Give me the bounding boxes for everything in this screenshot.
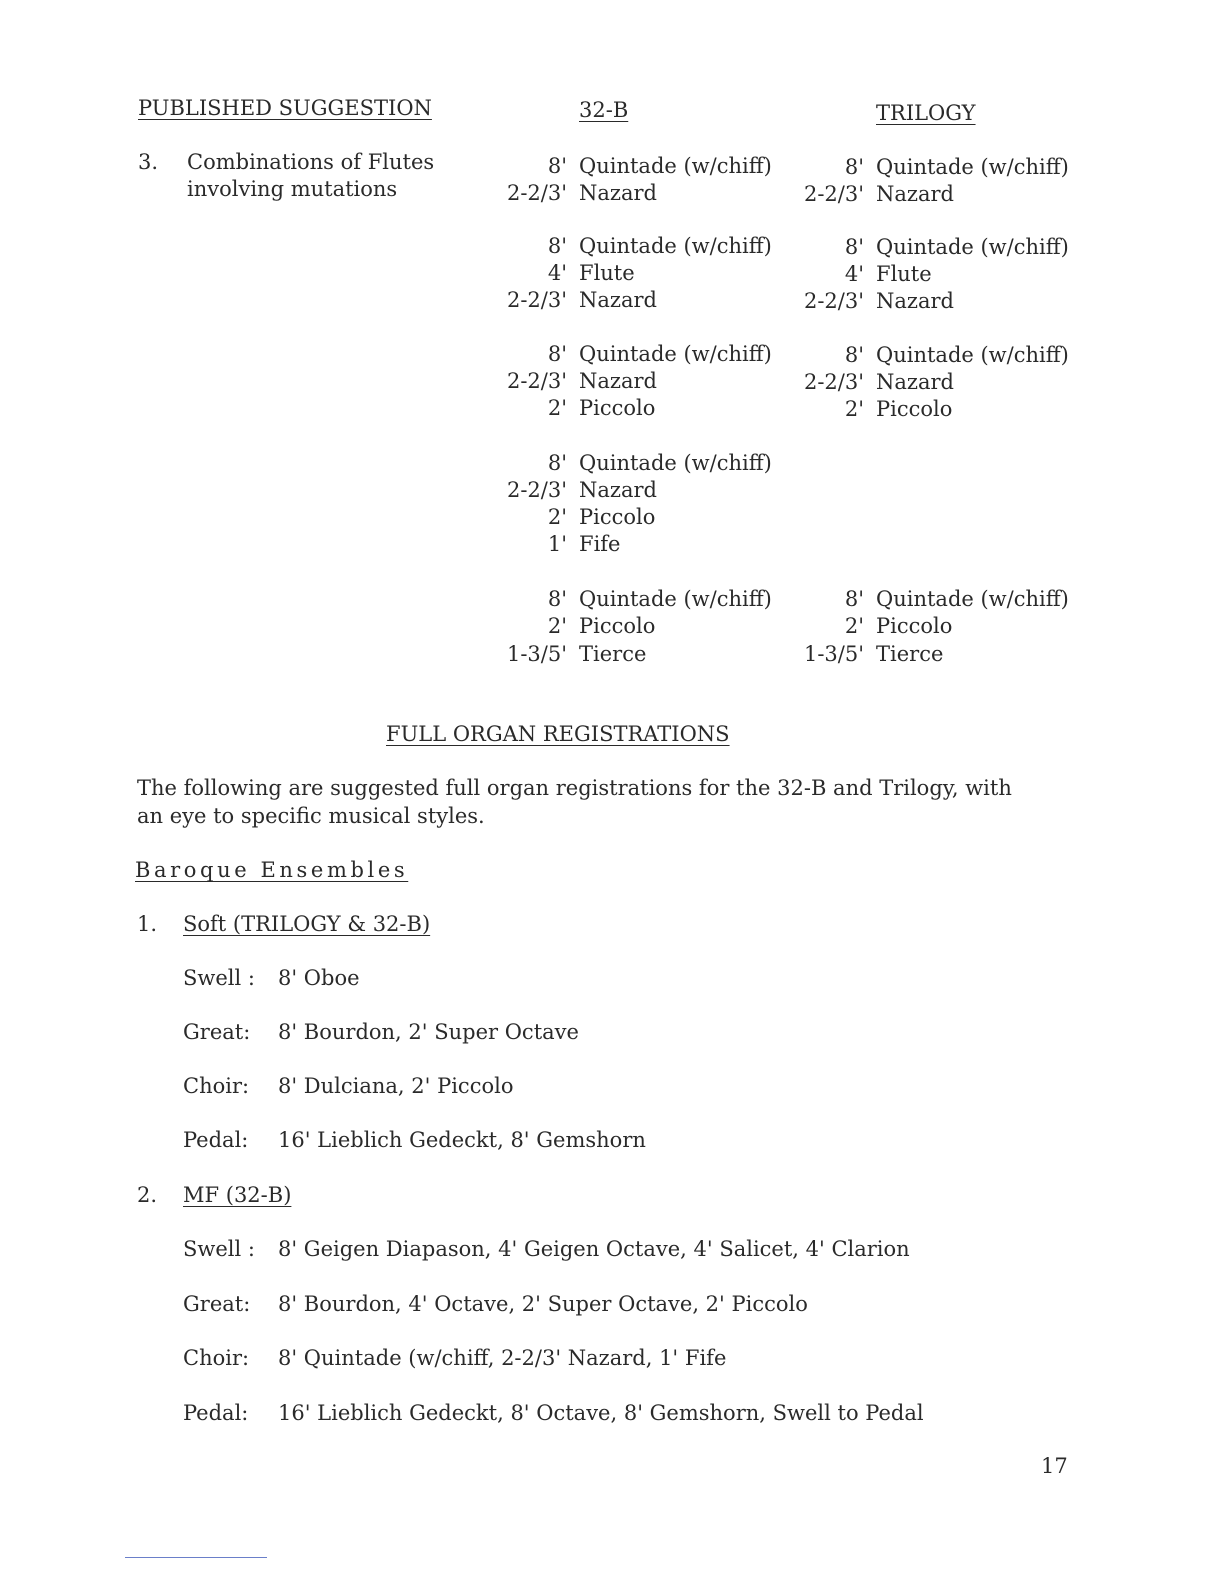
- stop-footage: 2': [547, 614, 567, 638]
- stop-footage: 8': [844, 343, 864, 367]
- bottom-rule: [125, 1557, 267, 1558]
- stop-name: Quintade (w/chiff): [579, 451, 772, 475]
- stop-name: Quintade (w/chiff): [579, 342, 772, 366]
- stop-footage: 2-2/3': [803, 289, 864, 313]
- stop-name: Nazard: [876, 370, 954, 394]
- stop-footage: 2': [844, 397, 864, 421]
- row-value: 8' Dulciana, 2' Piccolo: [278, 1074, 514, 1098]
- row-label: Pedal:: [183, 1401, 249, 1425]
- item3-line1: Combinations of Flutes: [187, 150, 435, 174]
- row-value: 8' Oboe: [278, 966, 360, 990]
- stop-footage: 2': [844, 614, 864, 638]
- stop-footage: 2-2/3': [506, 369, 567, 393]
- stop-footage: 4': [844, 262, 864, 286]
- stop-footage: 2': [547, 505, 567, 529]
- stop-footage: 1-3/5': [506, 642, 567, 666]
- stop-name: Nazard: [579, 478, 657, 502]
- row-label: Great:: [183, 1292, 251, 1316]
- row-value: 8' Quintade (w/chiff, 2-2/3' Nazard, 1' Fife: [278, 1346, 727, 1370]
- stop-footage: 2-2/3': [506, 478, 567, 502]
- stop-name: Quintade (w/chiff): [876, 343, 1069, 367]
- row-value: 16' Lieblich Gedeckt, 8' Gemshorn: [278, 1128, 646, 1152]
- stop-footage: 8': [844, 155, 864, 179]
- stop-name: Flute: [876, 262, 932, 286]
- item1-number: 1.: [137, 912, 158, 936]
- stop-name: Nazard: [876, 182, 954, 206]
- stop-name: Piccolo: [579, 396, 656, 420]
- row-label: Pedal:: [183, 1128, 249, 1152]
- stop-footage: 8': [547, 342, 567, 366]
- stop-footage: 8': [547, 587, 567, 611]
- stop-name: Quintade (w/chiff): [579, 587, 772, 611]
- page-number: 17: [1041, 1454, 1068, 1478]
- stop-name: Quintade (w/chiff): [579, 154, 772, 178]
- item3-line2: involving mutations: [187, 177, 398, 201]
- stop-name: Nazard: [876, 289, 954, 313]
- stop-name: Tierce: [579, 642, 647, 666]
- item2-number: 2.: [137, 1183, 158, 1207]
- row-label: Swell :: [183, 966, 255, 990]
- header-32b: 32-B: [579, 98, 629, 122]
- item1-title: Soft (TRILOGY & 32-B): [183, 912, 431, 936]
- stop-footage: 8': [844, 235, 864, 259]
- header-trilogy: TRILOGY: [876, 101, 976, 125]
- stop-name: Quintade (w/chiff): [876, 587, 1069, 611]
- row-label: Choir:: [183, 1346, 250, 1370]
- stop-footage: 2-2/3': [803, 182, 864, 206]
- stop-footage: 1': [547, 532, 567, 556]
- intro-line-1: The following are suggested full organ registrations for the 32-B and Trilogy, with: [137, 776, 1012, 800]
- stop-name: Nazard: [579, 369, 657, 393]
- stop-footage: 2-2/3': [803, 370, 864, 394]
- stop-name: Quintade (w/chiff): [579, 234, 772, 258]
- row-label: Swell :: [183, 1237, 255, 1261]
- row-value: 8' Bourdon, 2' Super Octave: [278, 1020, 579, 1044]
- stop-name: Piccolo: [876, 614, 953, 638]
- row-value: 8' Geigen Diapason, 4' Geigen Octave, 4' Salicet, 4' Clarion: [278, 1237, 910, 1261]
- row-value: 8' Bourdon, 4' Octave, 2' Super Octave, 2' Piccolo: [278, 1292, 808, 1316]
- stop-footage: 8': [547, 154, 567, 178]
- stop-name: Fife: [579, 532, 621, 556]
- row-label: Choir:: [183, 1074, 250, 1098]
- stop-footage: 8': [844, 587, 864, 611]
- full-organ-title: FULL ORGAN REGISTRATIONS: [386, 722, 730, 746]
- stop-name: Quintade (w/chiff): [876, 155, 1069, 179]
- row-value: 16' Lieblich Gedeckt, 8' Octave, 8' Gemshorn, Swell to Pedal: [278, 1401, 924, 1425]
- stop-footage: 8': [547, 234, 567, 258]
- stop-footage: 2-2/3': [506, 181, 567, 205]
- stop-name: Piccolo: [579, 614, 656, 638]
- item3-number: 3.: [138, 150, 159, 174]
- intro-line-2: an eye to specific musical styles.: [137, 804, 485, 828]
- item2-title: MF (32-B): [183, 1183, 292, 1207]
- stop-footage: 2': [547, 396, 567, 420]
- stop-footage: 8': [547, 451, 567, 475]
- stop-name: Piccolo: [579, 505, 656, 529]
- stop-name: Piccolo: [876, 397, 953, 421]
- row-label: Great:: [183, 1020, 251, 1044]
- stop-footage: 1-3/5': [803, 642, 864, 666]
- stop-name: Nazard: [579, 288, 657, 312]
- stop-name: Quintade (w/chiff): [876, 235, 1069, 259]
- stop-name: Tierce: [876, 642, 944, 666]
- stop-name: Nazard: [579, 181, 657, 205]
- baroque-ensembles-heading: Baroque Ensembles: [135, 858, 409, 882]
- stop-name: Flute: [579, 261, 635, 285]
- header-published-suggestion: PUBLISHED SUGGESTION: [138, 96, 432, 120]
- stop-footage: 4': [547, 261, 567, 285]
- stop-footage: 2-2/3': [506, 288, 567, 312]
